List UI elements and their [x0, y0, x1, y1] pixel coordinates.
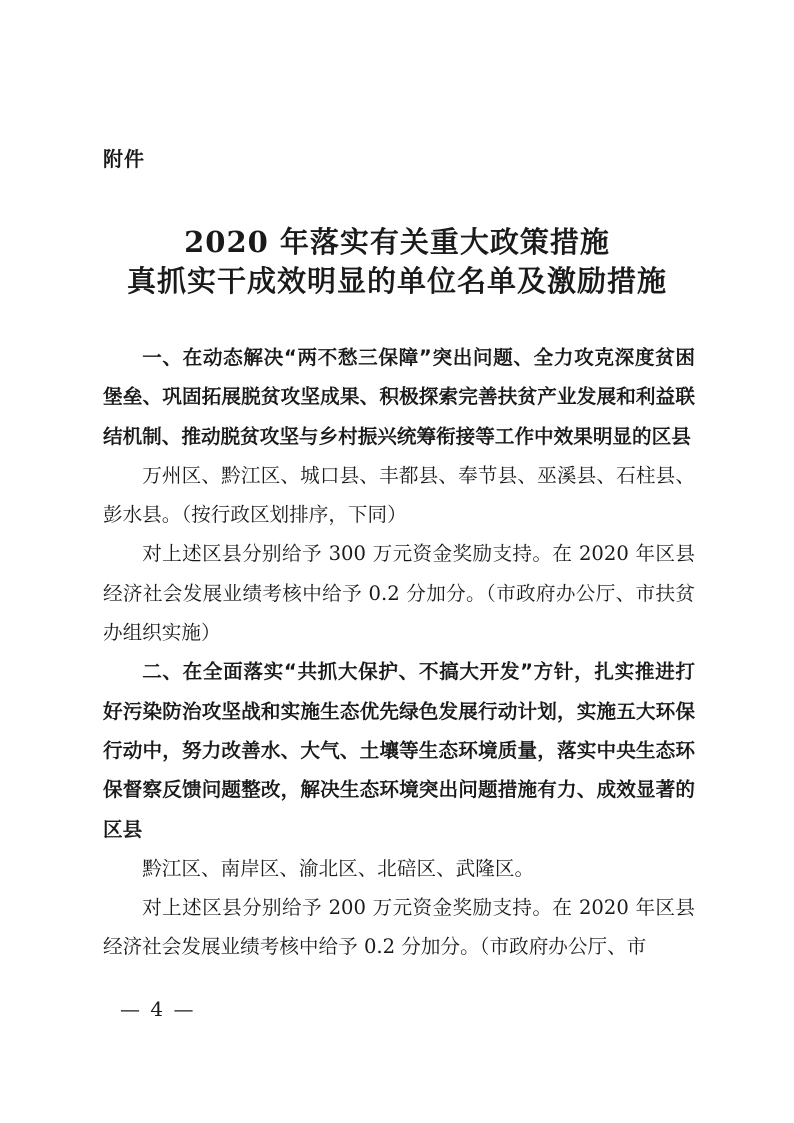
section-1-heading: 一、在动态解决“两不愁三保障”突出问题、全力攻克深度贫困堡垒、巩固拓展脱贫攻坚成果、积极探索完善扶贫产业发展和利益联结机制、推动脱贫攻坚与乡村振兴统筹衔接等工作中效果明显的区县: [103, 346, 695, 448]
attachment-label: 附件: [103, 147, 145, 171]
page-number: — 4 —: [120, 997, 196, 1021]
document-title-line-1: 2020 年落实有关重大政策措施: [184, 225, 610, 259]
section-1-units: 万州区、黔江区、城口县、丰都县、奉节县、巫溪县、石柱县、彭水县。（按行政区划排序，下同）: [103, 463, 695, 527]
document-title-line-2: 真抓实干成效明显的单位名单及激励措施: [126, 264, 667, 298]
document-body: [103, 338, 695, 967]
section-1-measures: 对上述区县分别给予 300 万元资金奖励支持。在 2020 年区县经济社会发展业绩考核中给予 0.2 分加分。（市政府办公厅、市扶贫办组织实施）: [103, 542, 695, 645]
section-2-units: 黔江区、南岸区、渝北区、北碚区、武隆区。: [142, 856, 535, 880]
section-2-measures: 对上述区县分别给予 200 万元资金奖励支持。在 2020 年区县经济社会发展业绩考核中给予 0.2 分加分。（市政府办公厅、市: [103, 896, 695, 959]
section-2-heading: 二、在全面落实“共抓大保护、不搞大开发”方针，扎实推进打好污染防治攻坚战和实施生态优先绿色发展行动计划，实施五大环保行动中，努力改善水、大气、土壤等生态环境质量，落实中央生态环保督察反馈问题整改，解决生态环境突出问题措施有力、成效显著的区县: [103, 660, 695, 841]
